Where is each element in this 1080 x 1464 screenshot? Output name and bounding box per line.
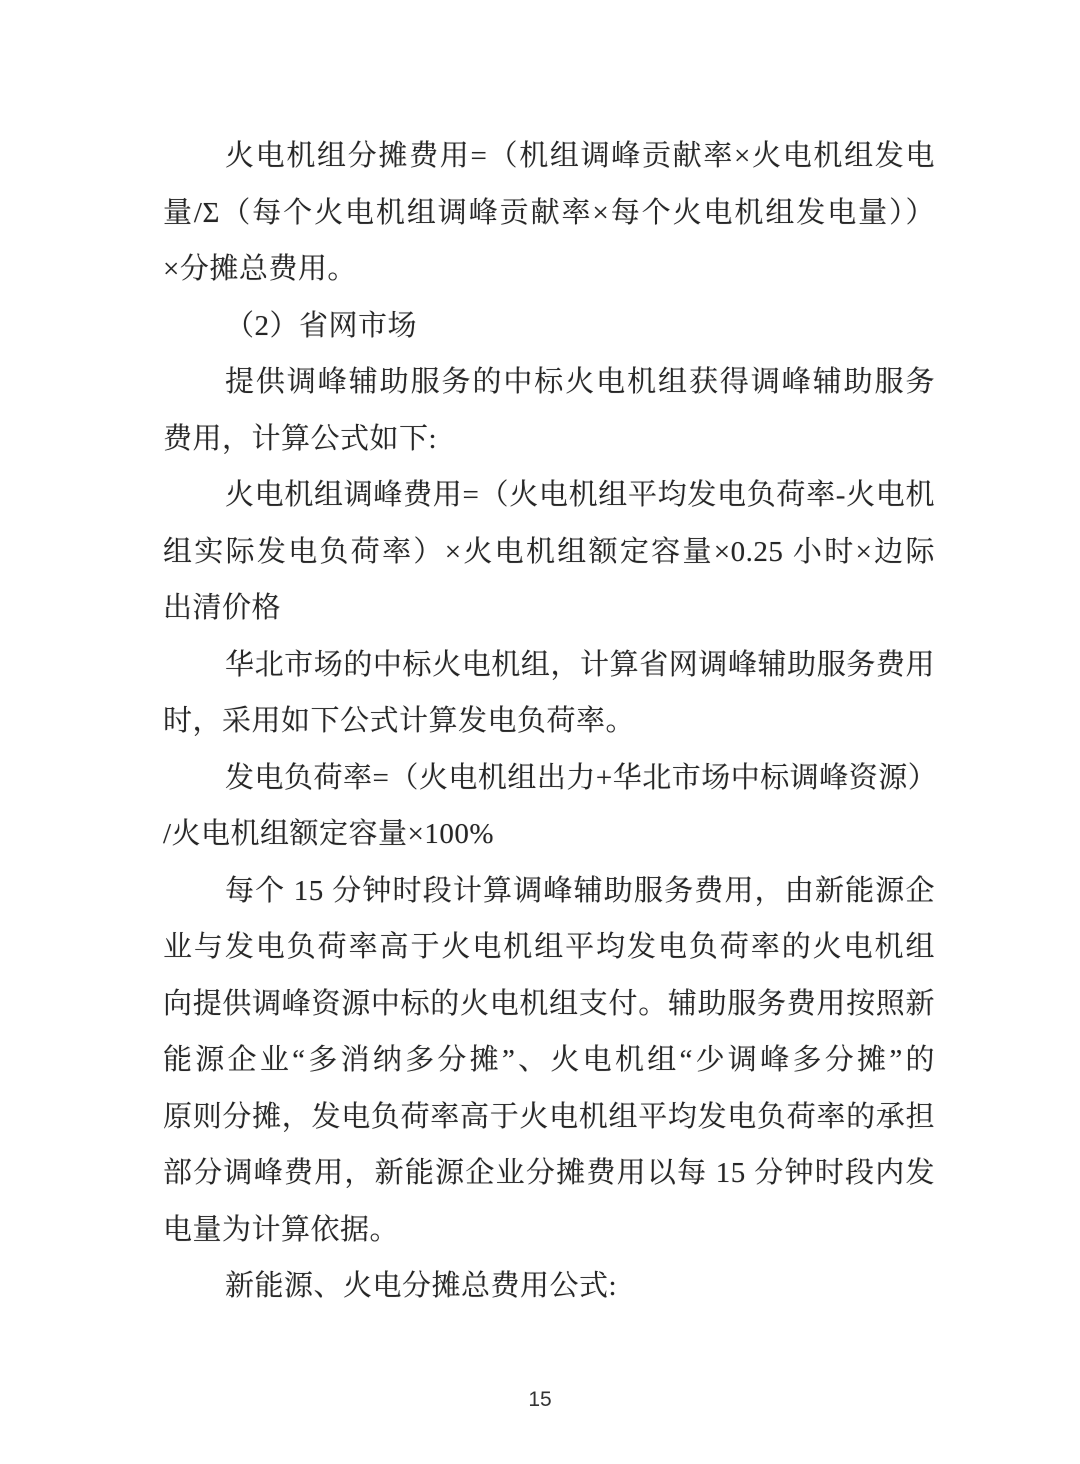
doc-line: 提供调峰辅助服务的中标火电机组获得调峰辅助服务: [225, 366, 935, 398]
doc-line: 火电机组调峰费用=（火电机组平均发电负荷率-火电机: [225, 479, 935, 511]
body-text: [163, 128, 938, 1315]
doc-line: ×分摊总费用。: [163, 253, 357, 285]
doc-line: 电量为计算依据。: [163, 1213, 400, 1246]
doc-line: 出清价格: [163, 592, 282, 624]
doc-line: 能源企业“多消纳多分摊”、火电机组“少调峰多分摊”的: [163, 1044, 935, 1076]
doc-line: 华北市场的中标火电机组，计算省网调峰辅助服务费用: [225, 648, 935, 681]
doc-line: 新能源、火电分摊总费用公式:: [225, 1270, 618, 1302]
doc-line: /火电机组额定容量×100%: [163, 818, 495, 850]
doc-line: （2）省网市场: [225, 309, 418, 342]
doc-line: 部分调峰费用，新能源企业分摊费用以每 15 分钟时段内发: [163, 1157, 935, 1189]
doc-line: 业与发电负荷率高于火电机组平均发电负荷率的火电机组: [163, 931, 935, 963]
doc-line: 火电机组分摊费用=（机组调峰贡献率×火电机组发电: [225, 140, 935, 172]
doc-line: 发电负荷率=（火电机组出力+华北市场中标调峰资源）: [225, 761, 938, 794]
doc-line: 向提供调峰资源中标的火电机组支付。辅助服务费用按照新: [163, 987, 935, 1020]
doc-line: 费用，计算公式如下:: [163, 422, 438, 455]
doc-line: 量/Σ（每个火电机组调峰贡献率×每个火电机组发电量））: [163, 196, 935, 229]
doc-line: 每个 15 分钟时段计算调峰辅助服务费用，由新能源企: [225, 874, 935, 907]
doc-line: 组实际发电负荷率）×火电机组额定容量×0.25 小时×边际: [163, 535, 935, 568]
doc-line: 时，采用如下公式计算发电负荷率。: [163, 705, 636, 737]
page-number: 15: [528, 1388, 552, 1411]
doc-line: 原则分摊，发电负荷率高于火电机组平均发电负荷率的承担: [163, 1100, 935, 1133]
